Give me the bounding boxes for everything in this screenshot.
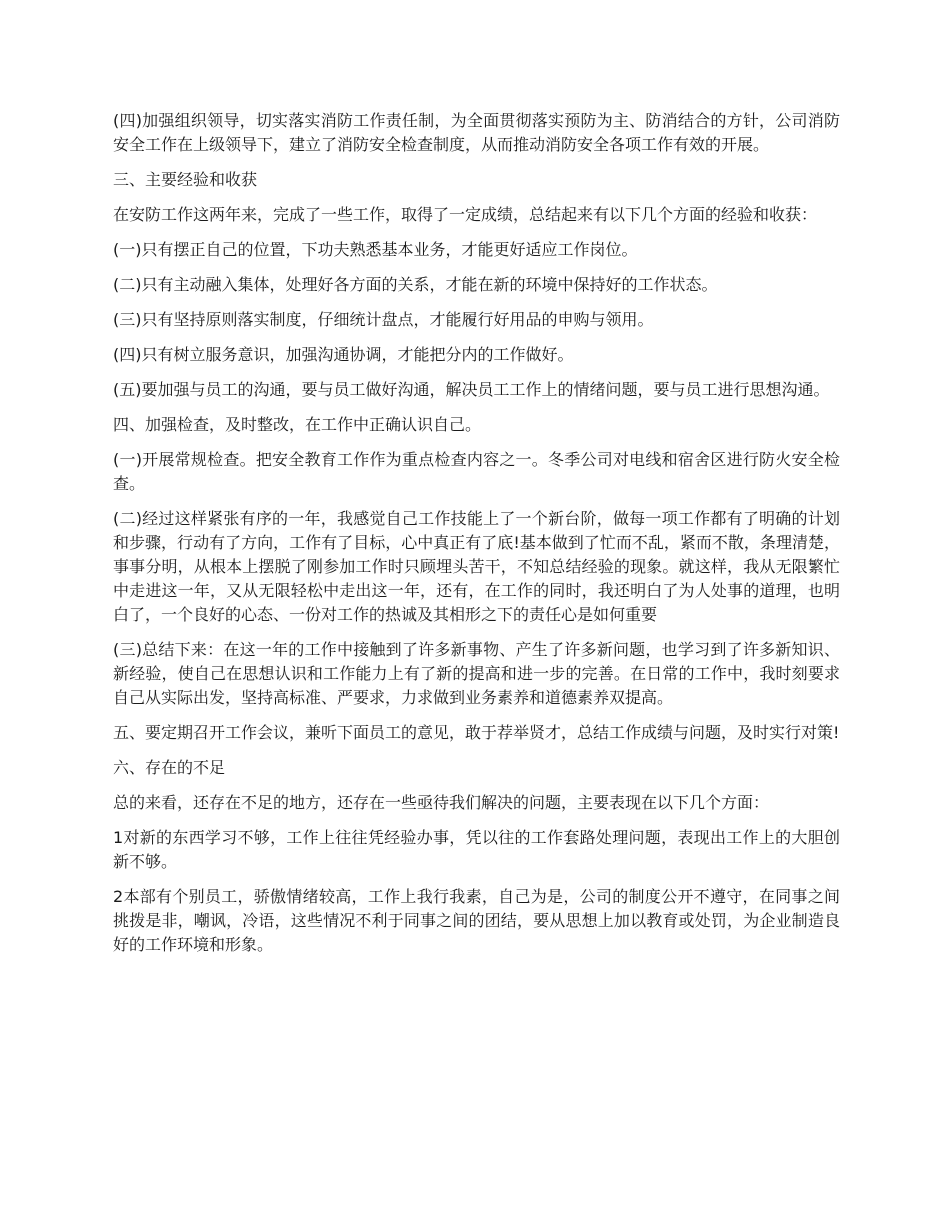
section-heading-6: 六、存在的不足 <box>113 758 226 777</box>
paragraph-4: (一)只有摆正自己的位置，下功夫熟悉基本业务，才能更好适应工作岗位。 <box>113 240 638 259</box>
paragraph-8: (五)要加强与员工的沟通，要与员工做好沟通，解决员工工作上的情绪问题，要与员工进行思想沟通。 <box>113 380 830 399</box>
paragraph-7: (四)只有树立服务意识，加强沟通协调，才能把分内的工作做好。 <box>113 345 574 364</box>
section-heading-3: 三、主要经验和收获 <box>113 170 258 189</box>
paragraph-11: (二)经过这样紧张有序的一年，我感觉自己工作技能上了一个新台阶，做每一项工作都有了明确的计划和步骤，行动有了方向，工作有了目标，心中真正有了底!基本做到了忙而不乱，紧而不散，条理清楚，事事分明，从根本上摆脱了刚参加工作时只顾埋头苦干，不知总结经验的现象。就这样，我从无限繁忙中走进这一年，又从无限轻松中走出这一年，还有，在工作的同时，我还明白了为人处事的道理，也明白了，一个良好的心态、一份对工作的热诚及其相形之下的责任心是如何重要 <box>113 509 840 624</box>
paragraph-1: (四)加强组织领导，切实落实消防工作责任制，为全面贯彻落实预防为主、防消结合的方针，公司消防安全工作在上级领导下，建立了消防安全检查制度，从而推动消防安全各项工作有效的开展。 <box>113 111 840 154</box>
paragraph-17: 2本部有个别员工，骄傲情绪较高，工作上我行我素，自己为是，公司的制度公开不遵守，在同事之间挑拨是非，嘲讽，冷语，这些情况不利于同事之间的团结，要从思想上加以教育或处罚，为企业制造良好的工作环境和形象。 <box>113 887 840 954</box>
paragraph-6: (三)只有坚持原则落实制度，仔细统计盘点，才能履行好用品的申购与领用。 <box>113 310 654 329</box>
paragraph-15: 总的来看，还存在不足的地方，还存在一些亟待我们解决的问题，主要表现在以下几个方面： <box>113 793 770 812</box>
paragraph-3: 在安防工作这两年来，完成了一些工作，取得了一定成绩，总结起来有以下几个方面的经验和收获： <box>113 205 818 224</box>
section-heading-5: 五、要定期召开工作会议，兼听下面员工的意见，敢于荐举贤才，总结工作成绩与问题，及时实行对策! <box>113 723 840 742</box>
paragraph-16: 1对新的东西学习不够，工作上往往凭经验办事，凭以往的工作套路处理问题，表现出工作上的大胆创新不够。 <box>113 828 840 871</box>
document-body <box>113 109 840 968</box>
section-heading-4: 四、加强检查，及时整改，在工作中正确认识自己。 <box>113 415 482 434</box>
paragraph-5: (二)只有主动融入集体，处理好各方面的关系，才能在新的环境中保持好的工作状态。 <box>113 275 718 294</box>
paragraph-10: (一)开展常规检查。把安全教育工作作为重点检查内容之一。冬季公司对电线和宿舍区进行防火安全检查。 <box>113 450 840 493</box>
paragraph-12: (三)总结下来：在这一年的工作中接触到了许多新事物、产生了许多新问题，也学习到了许多新知识、新经验，使自己在思想认识和工作能力上有了新的提高和进一步的完善。在日常的工作中，我时刻要求自己从实际出发，坚持高标准、严要求，力求做到业务素养和道德素养双提高。 <box>113 640 840 707</box>
